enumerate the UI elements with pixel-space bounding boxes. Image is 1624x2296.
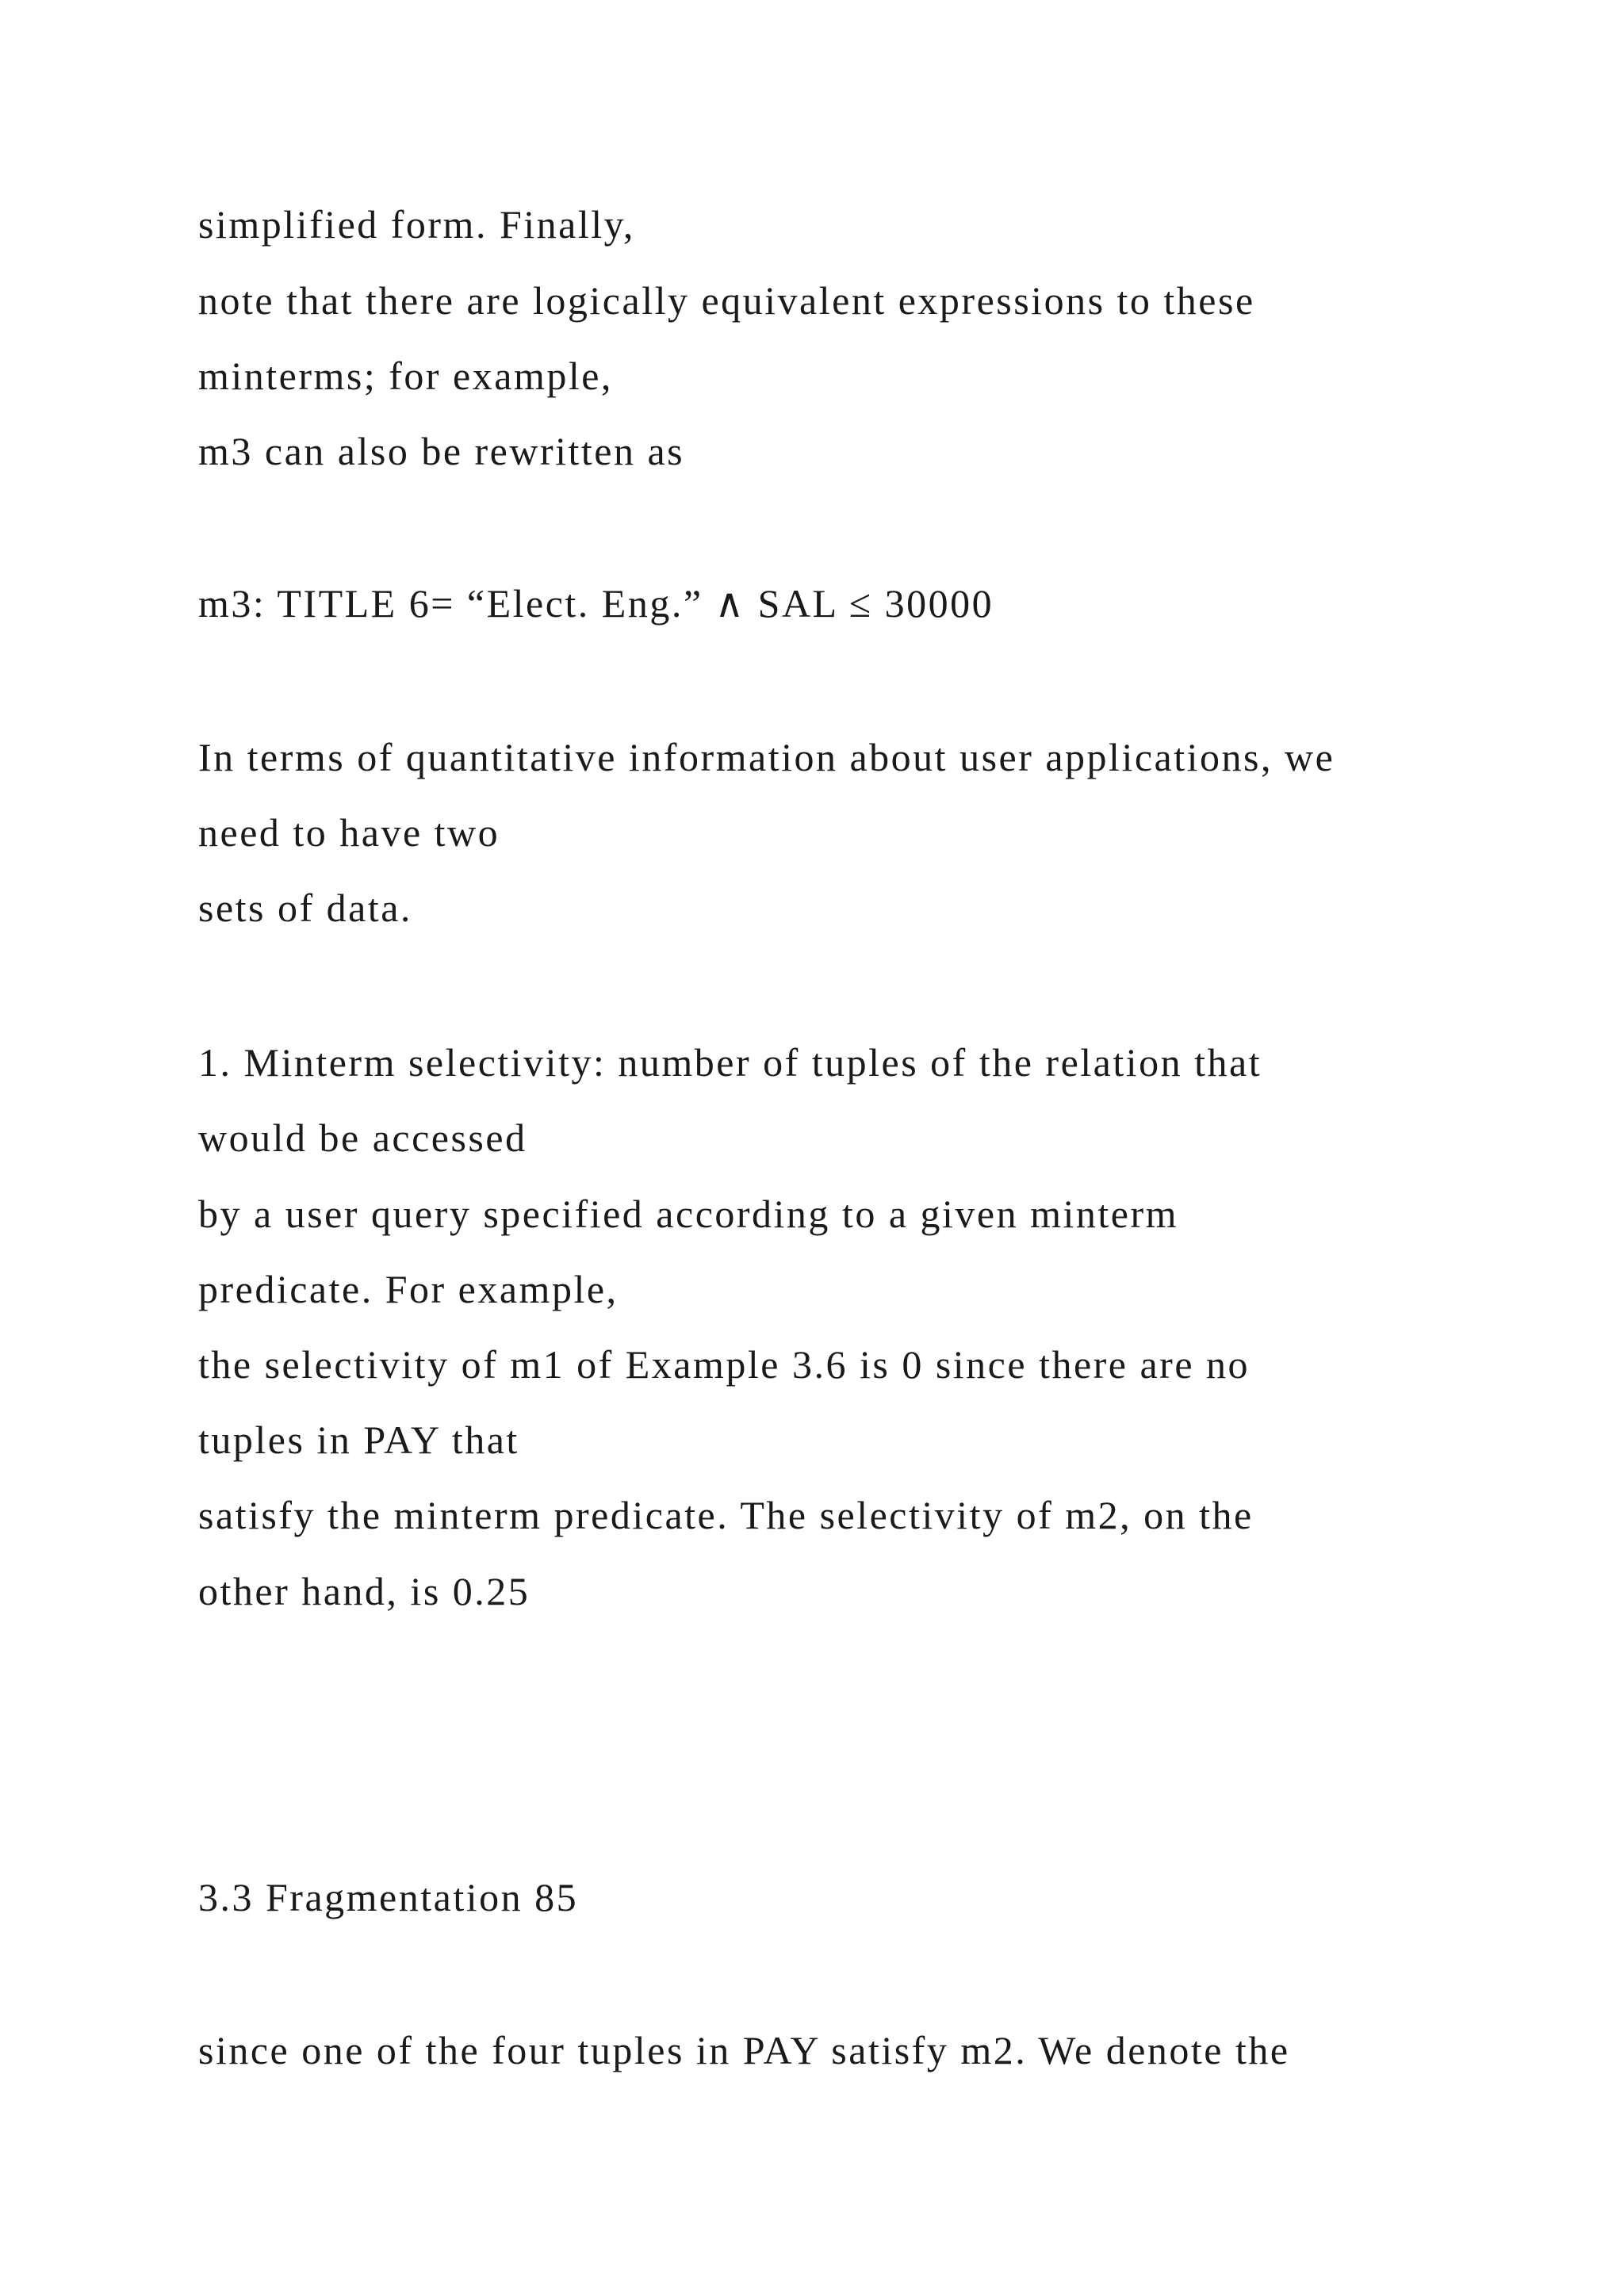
text-line: tuples in PAY that [198,1418,519,1462]
text-line: by a user query specified according to a given minterm [198,1192,1179,1236]
text-line: would be accessed [198,1115,527,1160]
running-header: 3.3 Fragmentation 85 [198,1875,579,1919]
formula-line: m3: TITLE 6= “Elect. Eng.” ∧ SAL ≤ 30000 [198,581,994,626]
text-line: simplified form. Finally, [198,202,635,247]
text-line: since one of the four tuples in PAY satisfy m2. We denote the [198,2028,1290,2072]
text-line: note that there are logically equivalent expressions to these [198,278,1255,323]
text-line: other hand, is 0.25 [198,1569,530,1613]
text-line: minterms; for example, [198,354,613,398]
text-line: m3 can also be rewritten as [198,429,685,473]
text-line: In terms of quantitative information about user applications, we [198,735,1335,779]
text-line: need to have two [198,810,500,855]
text-line: the selectivity of m1 of Example 3.6 is 0 since there are no [198,1342,1251,1387]
text-line: predicate. For example, [198,1267,619,1311]
text-line: satisfy the minterm predicate. The selectivity of m2, on the [198,1493,1254,1537]
text-line: sets of data. [198,886,412,930]
text-line: 1. Minterm selectivity: number of tuples of the relation that [198,1040,1262,1085]
